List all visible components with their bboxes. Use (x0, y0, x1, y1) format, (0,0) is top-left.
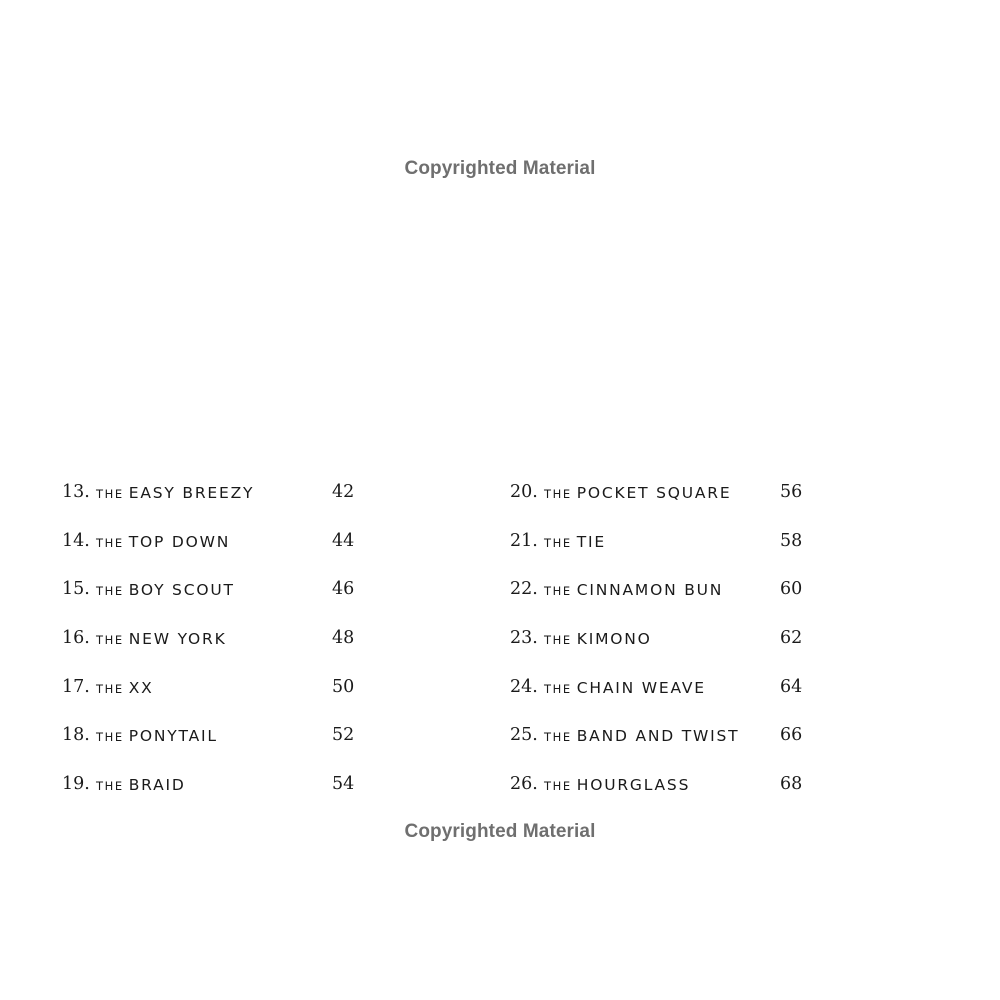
toc-entry-page: 58 (780, 530, 803, 551)
toc-entry-title (96, 776, 186, 794)
toc-entry-number: 25. (510, 725, 538, 746)
toc-entry-prefix: THE (96, 681, 124, 696)
toc-entry (62, 476, 362, 525)
toc-entry (510, 525, 810, 574)
toc-entry-prefix: THE (544, 681, 572, 696)
watermark-bottom: Copyrighted Material (404, 821, 596, 842)
toc-entry-title (96, 727, 218, 745)
toc-entry (62, 768, 362, 817)
toc-entry (62, 573, 362, 622)
toc-entry-prefix: THE (96, 730, 124, 745)
toc-entry-prefix: THE (96, 779, 124, 794)
toc-entry (510, 476, 810, 525)
toc-entry (510, 768, 810, 817)
toc-entry-page: 56 (780, 482, 803, 502)
toc-entry-prefix: THE (544, 487, 572, 501)
toc-entry-title (96, 581, 235, 599)
toc-entry-prefix: THE (544, 535, 572, 550)
toc-entry-page: 68 (780, 774, 803, 795)
toc-entry-title (544, 776, 690, 794)
toc-entry-page: 54 (332, 774, 355, 795)
toc-entry-name: NEW YORK (128, 630, 227, 649)
toc-entry-page: 48 (332, 628, 355, 649)
toc-entry-number: 17. (62, 676, 90, 697)
toc-entry (510, 622, 810, 671)
toc-entry (62, 671, 362, 720)
toc-entry-page: 60 (780, 579, 803, 600)
toc-entry-title (544, 581, 723, 599)
toc-entry-number: 19. (62, 774, 90, 795)
toc-entry-title (544, 533, 606, 551)
toc-entry-name: BOY SCOUT (128, 581, 235, 600)
toc-entry-title (96, 533, 230, 551)
toc-entry-prefix: THE (96, 633, 124, 648)
toc-entry-number: 20. (510, 482, 538, 502)
toc-entry-prefix: THE (96, 535, 124, 550)
toc-entry-prefix: THE (96, 584, 124, 599)
toc-entry-name: TIE (576, 532, 606, 551)
toc-entry-name: BRAID (128, 776, 186, 795)
toc-entry-title (96, 679, 154, 697)
toc-entry-name: POCKET SQUARE (576, 484, 732, 502)
toc-entry-title (544, 727, 739, 745)
toc-entry-name: EASY BREEZY (128, 484, 255, 502)
toc-entry-name: TOP DOWN (128, 532, 231, 551)
toc-entry-name: CHAIN WEAVE (576, 678, 706, 697)
toc-entry-title (96, 484, 254, 502)
toc-entry-prefix: THE (544, 633, 572, 648)
toc-entry (510, 671, 810, 720)
toc-entry-number: 24. (510, 676, 538, 697)
toc-entry-number: 16. (62, 628, 90, 649)
toc-entry-page: 46 (332, 579, 355, 600)
toc-entry-number: 13. (62, 482, 90, 502)
toc-entry-page: 64 (780, 676, 803, 697)
toc-entry-page: 42 (332, 482, 355, 502)
toc-entry (510, 573, 810, 622)
toc-entry-prefix: THE (544, 779, 572, 794)
toc-entry (62, 525, 362, 574)
toc-entry-prefix: THE (96, 487, 124, 501)
toc-entry-title (96, 630, 227, 648)
toc-entry-name: HOURGLASS (576, 776, 691, 795)
toc-entry-page: 52 (332, 725, 355, 746)
toc-entry-title (544, 679, 706, 697)
toc-entry-number: 23. (510, 628, 538, 649)
toc-entry-name: CINNAMON BUN (576, 581, 724, 600)
toc-entry-title (544, 484, 731, 502)
toc-entry (510, 719, 810, 768)
toc-entry-number: 18. (62, 725, 90, 746)
toc-entry-name: PONYTAIL (128, 727, 218, 746)
toc-entry-number: 26. (510, 774, 538, 795)
toc-entry-prefix: THE (544, 730, 572, 745)
toc-entry (62, 719, 362, 768)
toc-entry-number: 14. (62, 530, 90, 551)
toc-entry-page: 50 (332, 676, 355, 697)
toc-entry-name: BAND AND TWIST (576, 727, 740, 746)
toc-entry-page: 44 (332, 530, 355, 551)
toc-entry-page: 62 (780, 628, 803, 649)
toc-column-left (62, 476, 362, 817)
toc-column-right (510, 476, 810, 817)
toc-entry-page: 66 (780, 725, 803, 746)
toc-entry-title (544, 630, 652, 648)
toc-entry-number: 22. (510, 579, 538, 600)
toc-entry-number: 15. (62, 579, 90, 600)
toc-entry-prefix: THE (544, 584, 572, 599)
toc-entry-number: 21. (510, 530, 538, 551)
toc-entry-name: XX (128, 678, 154, 697)
toc-entry-name: KIMONO (576, 630, 652, 649)
watermark-top: Copyrighted Material (404, 158, 596, 179)
toc-entry (62, 622, 362, 671)
